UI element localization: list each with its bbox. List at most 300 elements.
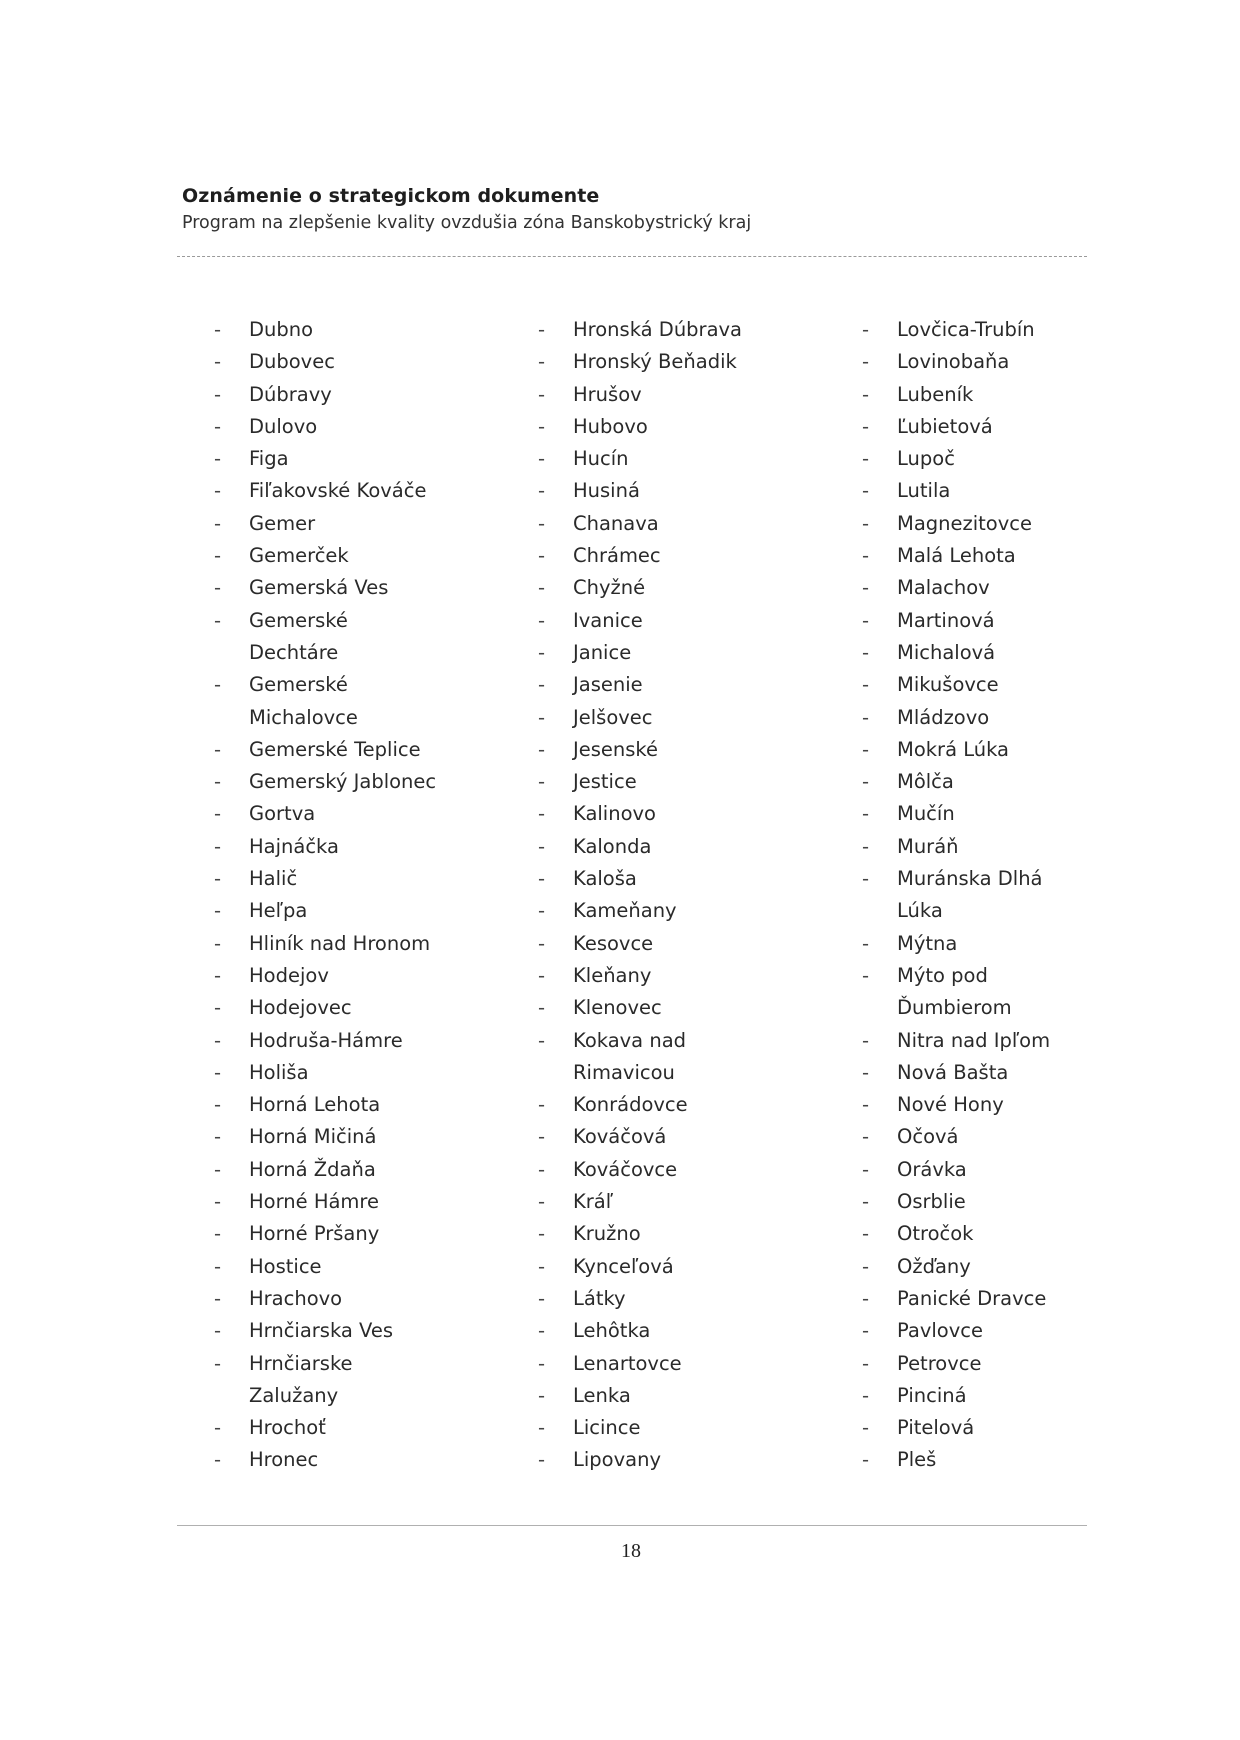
list-item — [862, 314, 1162, 346]
municipality-name: Chanava — [573, 511, 659, 535]
municipality-name: Chrámec — [573, 544, 661, 568]
municipality-name: Hrnčiarska Ves — [249, 1319, 394, 1343]
list-bullet: - — [538, 737, 546, 761]
municipality-name: Malá Lehota — [897, 544, 1016, 568]
municipality-name: Halič — [249, 867, 298, 891]
municipality-name: Kráľ — [573, 1190, 614, 1214]
municipality-name: Jasenie — [573, 673, 643, 697]
list-item — [538, 540, 838, 572]
list-bullet: - — [538, 382, 546, 406]
list-bullet: - — [538, 867, 546, 891]
municipality-name: Janice — [573, 640, 632, 664]
municipality-name: Kováčovce — [573, 1157, 678, 1181]
list-bullet: - — [538, 1028, 546, 1052]
list-bullet: - — [214, 414, 222, 438]
list-item — [862, 702, 1162, 734]
list-item — [538, 1089, 838, 1121]
list-bullet: - — [862, 479, 870, 503]
list-item — [538, 379, 838, 411]
municipality-name: Hodruša-Hámre — [249, 1028, 403, 1052]
municipality-name: Panické Dravce — [897, 1286, 1047, 1310]
list-bullet: - — [214, 350, 222, 374]
municipality-name: Lenka — [573, 1383, 631, 1407]
list-bullet: - — [538, 770, 546, 794]
list-item — [214, 1057, 514, 1089]
list-bullet: - — [214, 996, 222, 1020]
municipality-name: Gemerská Ves — [249, 576, 389, 600]
list-item — [862, 443, 1162, 475]
municipality-column-2 — [538, 314, 838, 1477]
list-item — [538, 508, 838, 540]
list-item — [214, 1315, 514, 1347]
list-item — [214, 992, 514, 1024]
list-item — [862, 1251, 1162, 1283]
municipality-name: Dúbravy — [249, 382, 332, 406]
list-item — [862, 346, 1162, 378]
municipality-name: Môlča — [897, 770, 954, 794]
municipality-name: Nová Bašta — [897, 1060, 1009, 1084]
list-bullet: - — [214, 544, 222, 568]
document-subtitle: Program na zlepšenie kvality ovzdušia zóna Banskobystrický kraj — [182, 213, 752, 233]
list-bullet: - — [214, 511, 222, 535]
list-bullet: - — [538, 479, 546, 503]
municipality-name: Magnezitovce — [897, 511, 1032, 535]
municipality-name: Gemerské — [249, 608, 348, 632]
municipality-name: Hajnáčka — [249, 834, 339, 858]
list-bullet: - — [862, 834, 870, 858]
municipality-name: Kalinovo — [573, 802, 656, 826]
municipality-name: Mládzovo — [897, 705, 990, 729]
list-bullet: - — [214, 1190, 222, 1214]
list-item — [214, 1251, 514, 1283]
municipality-name: Hucín — [573, 447, 629, 471]
municipality-name: Malachov — [897, 576, 990, 600]
list-bullet: - — [862, 414, 870, 438]
municipality-name: Dechtáre — [249, 640, 339, 664]
municipality-name: Holiša — [249, 1060, 309, 1084]
list-bullet: - — [538, 1222, 546, 1246]
list-bullet: - — [538, 1351, 546, 1375]
list-item — [862, 605, 1162, 637]
list-item — [538, 314, 838, 346]
municipality-name: Muránska Dlhá — [897, 867, 1043, 891]
list-item — [538, 863, 838, 895]
municipality-name: Ďumbierom — [897, 996, 1012, 1020]
municipality-column-1 — [214, 314, 514, 1477]
list-bullet: - — [862, 1190, 870, 1214]
municipality-name: Hubovo — [573, 414, 648, 438]
list-item — [862, 411, 1162, 443]
municipality-name: Figa — [249, 447, 289, 471]
municipality-name: Jestice — [573, 770, 637, 794]
list-item — [862, 540, 1162, 572]
list-item — [538, 637, 838, 669]
list-bullet: - — [538, 511, 546, 535]
list-item — [862, 831, 1162, 863]
municipality-name: Hronský Beňadik — [573, 350, 737, 374]
municipality-name: Gemerské Teplice — [249, 737, 421, 761]
list-bullet: - — [862, 867, 870, 891]
list-bullet: - — [214, 867, 222, 891]
list-bullet: - — [862, 576, 870, 600]
list-bullet: - — [538, 931, 546, 955]
list-bullet: - — [214, 673, 222, 697]
list-item — [862, 379, 1162, 411]
list-item — [214, 1444, 514, 1476]
municipality-name: Jelšovec — [573, 705, 653, 729]
list-bullet: - — [214, 479, 222, 503]
list-bullet: - — [538, 996, 546, 1020]
municipality-name: Kameňany — [573, 899, 677, 923]
municipality-name: Ivanice — [573, 608, 643, 632]
municipality-name: Kynceľová — [573, 1254, 674, 1278]
municipality-name: Kalonda — [573, 834, 652, 858]
list-bullet: - — [862, 1222, 870, 1246]
list-item — [214, 798, 514, 830]
list-item — [862, 508, 1162, 540]
list-bullet: - — [538, 414, 546, 438]
list-item — [538, 1315, 838, 1347]
municipality-name: Ožďany — [897, 1254, 971, 1278]
municipality-name: Lúka — [897, 899, 943, 923]
municipality-name: Mikušovce — [897, 673, 999, 697]
municipality-name: Lupoč — [897, 447, 955, 471]
list-bullet: - — [538, 608, 546, 632]
list-bullet: - — [538, 350, 546, 374]
list-item — [538, 443, 838, 475]
list-item — [214, 1186, 514, 1218]
list-item — [538, 669, 838, 701]
list-bullet: - — [862, 382, 870, 406]
list-item — [862, 1218, 1162, 1250]
list-item — [214, 960, 514, 992]
list-bullet: - — [862, 447, 870, 471]
list-item — [862, 1283, 1162, 1315]
page-number: 18 — [621, 1540, 641, 1562]
list-bullet: - — [538, 544, 546, 568]
list-item — [214, 1218, 514, 1250]
list-bullet: - — [214, 770, 222, 794]
list-bullet: - — [214, 1093, 222, 1117]
municipality-name: Petrovce — [897, 1351, 982, 1375]
list-bullet: - — [862, 544, 870, 568]
list-bullet: - — [214, 1351, 222, 1375]
list-item — [214, 702, 514, 734]
municipality-name: Nové Hony — [897, 1093, 1004, 1117]
municipality-name: Kleňany — [573, 963, 652, 987]
municipality-name: Chyžné — [573, 576, 646, 600]
list-item — [214, 831, 514, 863]
municipality-name: Gortva — [249, 802, 316, 826]
municipality-name: Licince — [573, 1416, 641, 1440]
list-item — [538, 1154, 838, 1186]
list-item — [538, 1025, 838, 1057]
list-bullet: - — [538, 1286, 546, 1310]
list-item — [214, 1283, 514, 1315]
municipality-name: Lipovany — [573, 1448, 661, 1472]
municipality-name: Lehôtka — [573, 1319, 651, 1343]
municipality-name: Otročok — [897, 1222, 974, 1246]
list-item — [862, 1154, 1162, 1186]
municipality-name: Lutila — [897, 479, 951, 503]
municipality-name: Hodejov — [249, 963, 329, 987]
municipality-name: Pitelová — [897, 1416, 975, 1440]
municipality-name: Dubovec — [249, 350, 335, 374]
list-bullet: - — [538, 1383, 546, 1407]
list-bullet: - — [538, 640, 546, 664]
list-bullet: - — [214, 1157, 222, 1181]
list-bullet: - — [214, 447, 222, 471]
list-item — [214, 1348, 514, 1380]
list-bullet: - — [862, 1125, 870, 1149]
list-bullet: - — [538, 1093, 546, 1117]
document-title: Oznámenie o strategickom dokumente — [182, 185, 600, 207]
list-bullet: - — [214, 608, 222, 632]
municipality-name: Kružno — [573, 1222, 641, 1246]
list-item — [538, 1218, 838, 1250]
list-bullet: - — [862, 1416, 870, 1440]
list-item — [538, 1444, 838, 1476]
municipality-name: Horná Mičiná — [249, 1125, 377, 1149]
header-divider — [177, 256, 1087, 257]
list-item — [538, 734, 838, 766]
list-bullet: - — [214, 1448, 222, 1472]
list-item — [538, 766, 838, 798]
municipality-name: Hliník nad Hronom — [249, 931, 431, 955]
list-bullet: - — [538, 576, 546, 600]
list-item — [538, 572, 838, 604]
list-bullet: - — [538, 1190, 546, 1214]
municipality-name: Hodejovec — [249, 996, 352, 1020]
footer-divider — [177, 1525, 1087, 1526]
list-bullet: - — [862, 1383, 870, 1407]
list-bullet: - — [862, 511, 870, 535]
municipality-name: Muráň — [897, 834, 959, 858]
list-item — [862, 1057, 1162, 1089]
list-item — [538, 1251, 838, 1283]
municipality-name: Hrachovo — [249, 1286, 343, 1310]
municipality-name: Horná Ždaňa — [249, 1157, 376, 1181]
list-bullet: - — [862, 963, 870, 987]
municipality-name: Lubeník — [897, 382, 974, 406]
list-item — [538, 831, 838, 863]
list-bullet: - — [214, 1286, 222, 1310]
list-item — [538, 1057, 838, 1089]
list-item — [862, 1089, 1162, 1121]
municipality-name: Horné Hámre — [249, 1190, 380, 1214]
list-item — [538, 992, 838, 1024]
list-item — [862, 798, 1162, 830]
municipality-name: Gemerské — [249, 673, 348, 697]
municipality-name: Pavlovce — [897, 1319, 983, 1343]
list-bullet: - — [214, 1028, 222, 1052]
list-bullet: - — [214, 737, 222, 761]
list-item — [538, 798, 838, 830]
list-item — [214, 669, 514, 701]
list-item — [214, 540, 514, 572]
list-item — [538, 1412, 838, 1444]
list-item — [214, 1121, 514, 1153]
list-bullet: - — [862, 737, 870, 761]
list-bullet: - — [538, 705, 546, 729]
municipality-name: Kokava nad — [573, 1028, 687, 1052]
municipality-name: Heľpa — [249, 899, 308, 923]
municipality-name: Gemerský Jablonec — [249, 770, 437, 794]
list-bullet: - — [538, 318, 546, 341]
list-item — [538, 1380, 838, 1412]
municipality-name: Dulovo — [249, 414, 318, 438]
list-bullet: - — [862, 1157, 870, 1181]
municipality-name: Hostice — [249, 1254, 322, 1278]
municipality-name: Gemer — [249, 511, 316, 535]
list-item — [214, 1412, 514, 1444]
list-item — [538, 1121, 838, 1153]
list-item — [538, 1348, 838, 1380]
list-bullet: - — [214, 899, 222, 923]
list-bullet: - — [538, 802, 546, 826]
list-item — [214, 1089, 514, 1121]
list-bullet: - — [214, 1416, 222, 1440]
municipality-name: Látky — [573, 1286, 626, 1310]
list-item — [538, 346, 838, 378]
list-bullet: - — [862, 1254, 870, 1278]
municipality-name: Mokrá Lúka — [897, 737, 1009, 761]
list-item — [862, 895, 1162, 927]
list-bullet: - — [862, 1028, 870, 1052]
municipality-name: Lenartovce — [573, 1351, 682, 1375]
list-bullet: - — [862, 931, 870, 955]
list-item — [862, 669, 1162, 701]
list-item — [538, 475, 838, 507]
list-item — [538, 702, 838, 734]
list-bullet: - — [538, 1416, 546, 1440]
list-item — [862, 1444, 1162, 1476]
municipality-name: Zalužany — [249, 1383, 339, 1407]
list-bullet: - — [862, 1319, 870, 1343]
municipality-name: Osrblie — [897, 1190, 966, 1214]
list-bullet: - — [862, 673, 870, 697]
municipality-name: Husiná — [573, 479, 640, 503]
list-item — [214, 411, 514, 443]
list-bullet: - — [214, 318, 222, 341]
municipality-name: Fiľakovské Kováče — [249, 479, 427, 503]
list-item — [862, 960, 1162, 992]
list-item — [214, 475, 514, 507]
list-bullet: - — [214, 1125, 222, 1149]
list-bullet: - — [214, 576, 222, 600]
list-item — [214, 443, 514, 475]
list-item — [538, 1283, 838, 1315]
list-bullet: - — [538, 834, 546, 858]
list-bullet: - — [538, 1125, 546, 1149]
list-bullet: - — [862, 318, 870, 341]
list-bullet: - — [862, 802, 870, 826]
list-bullet: - — [538, 673, 546, 697]
municipality-name: Kesovce — [573, 931, 654, 955]
list-item — [862, 1025, 1162, 1057]
list-item — [538, 1186, 838, 1218]
municipality-name: Hronská Dúbrava — [573, 318, 743, 341]
list-item — [214, 1025, 514, 1057]
list-item — [214, 734, 514, 766]
list-item — [538, 960, 838, 992]
list-item — [862, 475, 1162, 507]
list-item — [862, 1121, 1162, 1153]
list-item — [862, 766, 1162, 798]
list-item — [214, 605, 514, 637]
municipality-name: Očová — [897, 1125, 959, 1149]
municipality-name: Michalová — [897, 640, 996, 664]
list-item — [862, 1315, 1162, 1347]
list-item — [214, 928, 514, 960]
list-bullet: - — [862, 1351, 870, 1375]
list-item — [538, 411, 838, 443]
municipality-name: Lovinobaňa — [897, 350, 1010, 374]
municipality-name: Kaloša — [573, 867, 637, 891]
municipality-name: Martinová — [897, 608, 995, 632]
list-bullet: - — [862, 1093, 870, 1117]
list-bullet: - — [862, 640, 870, 664]
list-bullet: - — [214, 802, 222, 826]
list-bullet: - — [214, 1060, 222, 1084]
list-bullet: - — [538, 899, 546, 923]
municipality-name: Kováčová — [573, 1125, 667, 1149]
municipality-name: Ľubietová — [897, 414, 993, 438]
list-bullet: - — [538, 1448, 546, 1472]
list-bullet: - — [862, 608, 870, 632]
list-item — [538, 605, 838, 637]
list-bullet: - — [214, 1254, 222, 1278]
list-bullet: - — [538, 447, 546, 471]
list-item — [862, 734, 1162, 766]
municipality-name: Hronec — [249, 1448, 319, 1472]
list-bullet: - — [862, 350, 870, 374]
list-item — [862, 637, 1162, 669]
document-header — [182, 185, 1082, 233]
list-item — [214, 863, 514, 895]
list-bullet: - — [214, 382, 222, 406]
list-bullet: - — [214, 1319, 222, 1343]
list-item — [214, 314, 514, 346]
list-bullet: - — [538, 1157, 546, 1181]
municipality-name: Dubno — [249, 318, 314, 341]
list-bullet: - — [214, 963, 222, 987]
municipality-name: Horné Pršany — [249, 1222, 380, 1246]
municipality-name: Mučín — [897, 802, 955, 826]
list-bullet: - — [862, 770, 870, 794]
list-item — [214, 508, 514, 540]
list-bullet: - — [538, 963, 546, 987]
list-item — [862, 1348, 1162, 1380]
list-item — [862, 1380, 1162, 1412]
list-item — [862, 572, 1162, 604]
list-item — [214, 1154, 514, 1186]
list-bullet: - — [862, 1448, 870, 1472]
list-bullet: - — [214, 931, 222, 955]
list-item — [862, 928, 1162, 960]
municipality-name: Gemerček — [249, 544, 349, 568]
list-item — [214, 895, 514, 927]
municipality-name: Rimavicou — [573, 1060, 675, 1084]
list-bullet: - — [862, 705, 870, 729]
municipality-name: Jesenské — [573, 737, 659, 761]
municipality-name: Nitra nad Ipľom — [897, 1028, 1051, 1052]
municipality-name: Michalovce — [249, 705, 358, 729]
list-item — [214, 766, 514, 798]
list-item — [214, 346, 514, 378]
municipality-name: Klenovec — [573, 996, 662, 1020]
list-item — [862, 1186, 1162, 1218]
